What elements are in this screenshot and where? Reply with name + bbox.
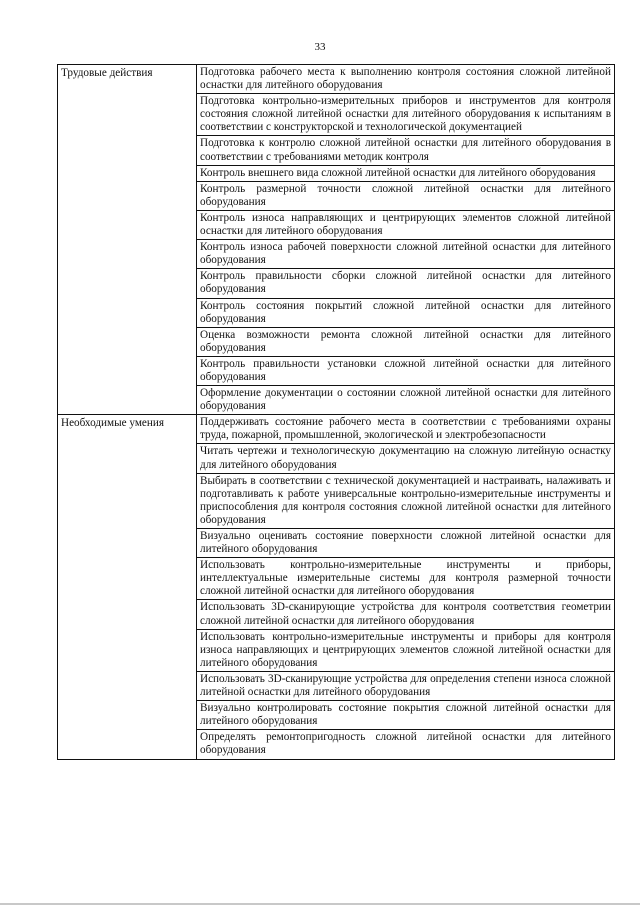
table-cell: Визуально оценивать состояние поверхности сложной литейной оснастки для литейного оборудования bbox=[197, 529, 615, 558]
table-cell: Контроль износа рабочей поверхности сложной литейной оснастки для литейного оборудования bbox=[197, 240, 615, 269]
table-cell: Использовать 3D-сканирующие устройства для определения степени износа сложной литейной оснастки для литейного оборудования bbox=[197, 671, 615, 700]
table-cell: Контроль состояния покрытий сложной литейной оснастки для литейного оборудования bbox=[197, 298, 615, 327]
table-cell: Использовать контрольно-измерительные инструменты и приборы для контроля износа направляющих и центрирующих элементов сложной литейной оснастки для литейного оборудования bbox=[197, 629, 615, 671]
table-row bbox=[58, 415, 615, 444]
section-label: Необходимые умения bbox=[58, 415, 197, 759]
table-cell: Контроль правильности установки сложной литейной оснастки для литейного оборудования bbox=[197, 356, 615, 385]
table-cell: Подготовка к контролю сложной литейной оснастки для литейного оборудования в соответствии с требованиями методик контроля bbox=[197, 136, 615, 165]
section-label: Трудовые действия bbox=[58, 65, 197, 415]
table-cell: Оценка возможности ремонта сложной литейной оснастки для литейного оборудования bbox=[197, 327, 615, 356]
table-cell: Подготовка контрольно-измерительных приборов и инструментов для контроля состояния сложной литейной оснастки для литейного оборудования к испытаниям в соответствии с конструкторской и технологической документацией bbox=[197, 94, 615, 136]
table-cell: Оформление документации о состоянии сложной литейной оснастки для литейного оборудования bbox=[197, 386, 615, 415]
table-cell: Использовать 3D-сканирующие устройства для контроля соответствия геометрии сложной литейной оснастки для литейного оборудования bbox=[197, 600, 615, 629]
table-row bbox=[58, 65, 615, 94]
table-cell: Определять ремонтопригодность сложной литейной оснастки для литейного оборудования bbox=[197, 730, 615, 759]
table-cell: Контроль размерной точности сложной литейной оснастки для литейного оборудования bbox=[197, 181, 615, 210]
table-cell: Использовать контрольно-измерительные инструменты и приборы, интеллектуальные измерительные системы для контроля размерной точности сложной литейной оснастки для литейного оборудования bbox=[197, 558, 615, 600]
table-cell: Контроль правильности сборки сложной литейной оснастки для литейного оборудования bbox=[197, 269, 615, 298]
requirements-table bbox=[57, 64, 615, 760]
table-cell: Контроль износа направляющих и центрирующих элементов сложной литейной оснастки для литейного оборудования bbox=[197, 210, 615, 239]
table-cell: Поддерживать состояние рабочего места в соответствии с требованиями охраны труда, пожарной, промышленной, экологической и электробезопасности bbox=[197, 415, 615, 444]
page-number: 33 bbox=[314, 41, 326, 53]
table-cell: Читать чертежи и технологическую документацию на сложную литейную оснастку для литейного оборудования bbox=[197, 444, 615, 473]
table-cell: Контроль внешнего вида сложной литейной оснастки для литейного оборудования bbox=[197, 165, 615, 181]
table-cell: Подготовка рабочего места к выполнению контроля состояния сложной литейной оснастки для литейного оборудования bbox=[197, 65, 615, 94]
table-cell: Выбирать в соответствии с технической документацией и настраивать, налаживать и подготавливать к работе универсальные контрольно-измерительные инструменты и приспособления для контроля состояния сложной литейной оснастки для литейного оборудования bbox=[197, 473, 615, 528]
table-cell: Визуально контролировать состояние покрытия сложной литейной оснастки для литейного оборудования bbox=[197, 701, 615, 730]
